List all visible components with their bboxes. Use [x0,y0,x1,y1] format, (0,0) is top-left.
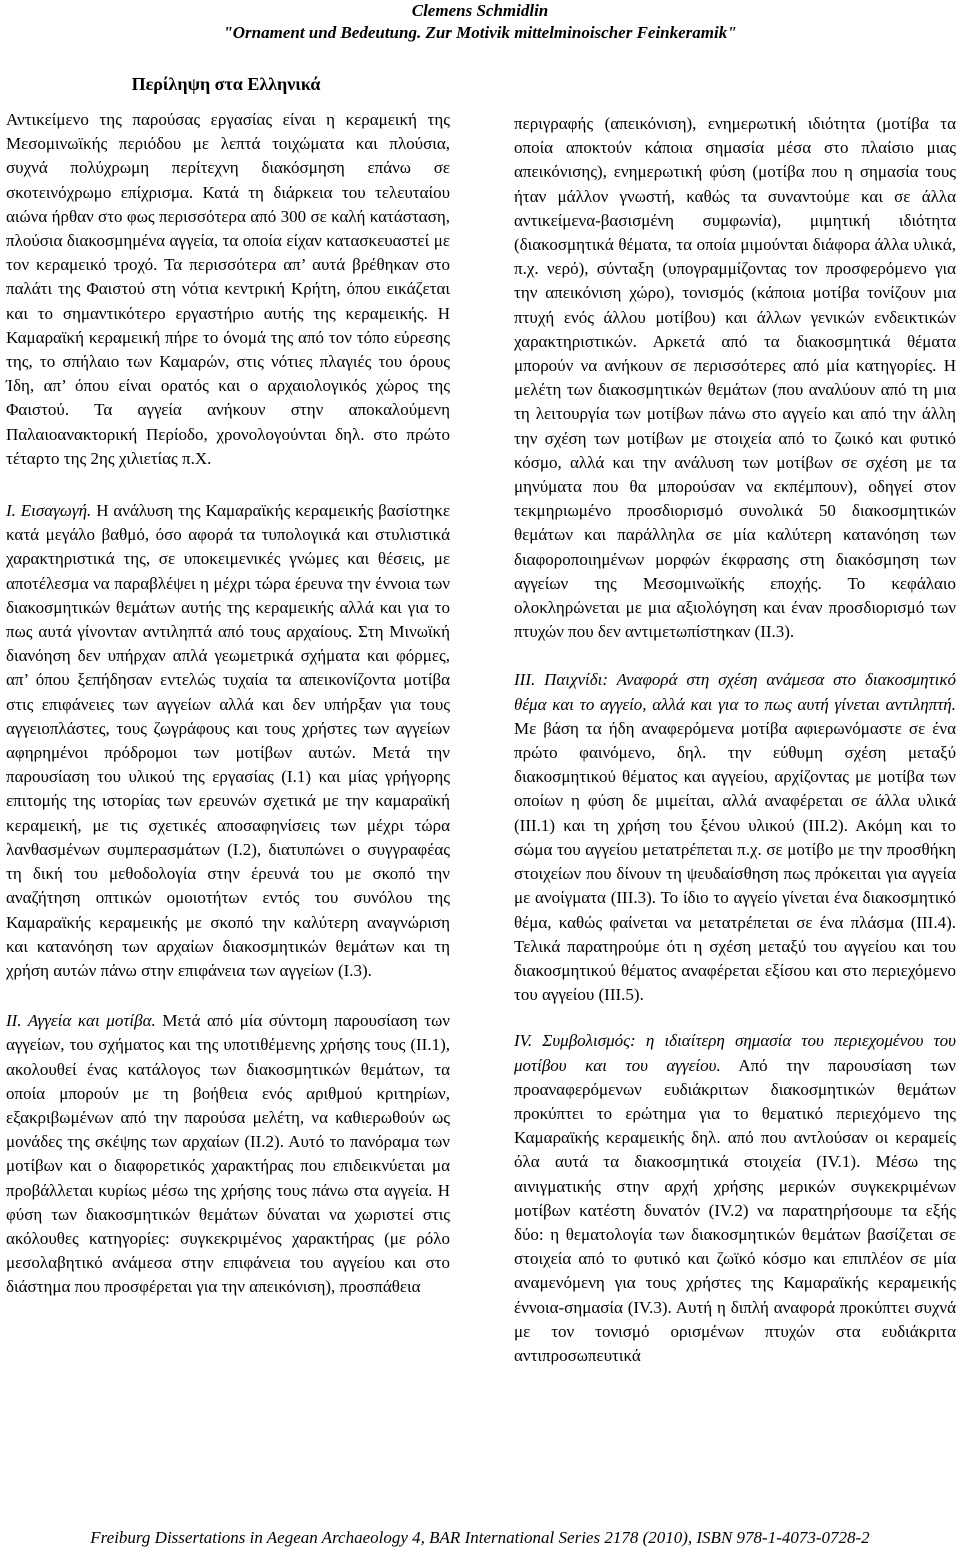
section-iii-heading: ΙΙΙ. Παιχνίδι: Αναφορά στη σχέση ανάμεσα στο διακοσμητικό θέμα και το αγγείο, αλλά και για το πως αυτή γίνεται αντιληπτή. [514,670,956,714]
section-iv-paragraph [514,1029,956,1368]
section-i-heading: Ι. Εισαγωγή. [6,501,92,521]
summary-paragraph: Αντικείμενο της παρούσας εργασίας είναι η κεραμεική της Μεσομινωϊκής περιόδου με λεπτά τοιχώματα και πλούσια, συχνά πολύχρωμη περίτεχνη διακόσμηση επάνω σε σκοτεινόχρωμο επίχρισμα. Κατά τη διάρκεια του τελευταίου αιώνα ήρθαν στο φως περισσότερα από 300 σε καλή κατάσταση, πλούσια διακοσμημένα αγγεία, τα οποία είχαν κατασκευαστεί με τον κεραμεικό τροχό. Τα περισσότερα απ’ αυτά βρέθηκαν στο παλάτι της Φαιστού στη νότια κεντρική Κρήτη, όπου εικάζεται και το σημαντικότερο εργαστήριο αυτής της κεραμεικής. Η Καμαραϊκή κεραμεική πήρε το όνομά της από τον τόπο εύρεσης της, το σπήλαιο των Καμαρών, στις νότιες πλαγιές του όρους Ίδη, απ’ όπου είναι ορατός και ο αρχαιολογικός χώρος της Φαιστού. Τα αγγεία ανήκουν στην αποκαλούμενη Παλαιοανακτορική Περίοδο, χρονολογούνται δηλ. στο πρώτο τέταρτο της 2ης χιλιετίας π.Χ. [6,110,450,468]
running-header [0,0,960,44]
section-iii-paragraph [514,668,956,1007]
section-i-text: Η ανάλυση της Καμαραϊκής κεραμεικής βασίστηκε κατά μεγάλο βαθμό, όσο αφορά τα τυπολογικά και στυλιστικά χαρακτηριστικά της, σε υποκειμενικές γνώμες και θέσεις, με αποτέλεσμα να παραβλέψει η μέχρι τώρα έρευνα την έννοια των διακοσμητικών θεμάτων αυτής της κεραμεικής αλλά και για το πως αυτά γίνονταν αντιληπτά από τους αρχαίους. Στη Μινωϊκή διανόηση δεν υπήρχαν απλά γεωμετρικά σχήματα και φόρμες, απ’ όπου ξεπήδησαν εντελώς τυχαία τα απεικονίζοντα μοτίβα στις επιφάνειες των αγγείων αλλά και δεν υπήρξαν για τους αγγειοπλάστες, τους ζωγράφους και τους χρήστες των αγγείων αφηρημένοι πρόδρομοι των μοτίβων αυτών. Μετά την παρουσίαση του υλικού της εργασίας (Ι.1) και μίας γρήγορης επιτομής της ιστορίας των ερευνών σχετικά με την καμαραϊκή κεραμεική, με τις σχετικές αποσαφηνίσεις των μέχρι τώρα λανθασμένων συμπερασμάτων (Ι.2), διατυπώνει ο συγγραφέας τη δική του μεθοδολογία στην έρευνά του με σκοπό την αναζήτηση οπτικών ομοιοτήτων εντός του συνόλου της Καμαραϊκής κεραμεικής με σκοπό την καλύτερη αναγνώριση και κατανόηση των αρχαίων διακοσμητικών θεμάτων και τη χρήση αυτών πάνω στην επιφάνεια των αγγείων (Ι.3). [6,501,451,980]
page-footer: Freiburg Dissertations in Aegean Archaeology 4, BAR International Series 2178 (2010), ISBN 978-1-4073-0728-2 [90,1528,870,1547]
section-iv-heading: IV. Συμβολισμός: η ιδιαίτερη σημασία του περιεχομένου του μοτίβου και του αγγείου. [514,1031,956,1075]
section-ii-paragraph [6,1009,450,1299]
header-author: Clemens Schmidlin [411,1,549,20]
left-column [6,108,450,1320]
summary-title: Περίληψη στα Ελληνικά [131,74,321,94]
section-i-paragraph [6,499,450,983]
section-iii-text: Με βάση τα ήδη αναφερόμενα μοτίβα αφιερωνόμαστε σε ένα πρώτο φαινόμενο, δηλ. την εύθυμη σχέση μεταξύ διακοσμητικού θέματος και αγγείου, αρχίζοντας με μοτίβα των οποίων η φύση δε μιμείται, αλλά αναφέρεται σε άλλα υλικά (ΙΙΙ.1) και τη χρήση του ξένου υλικού (ΙΙΙ.2). Ακόμη και το σώμα του αγγείου μετατρέπεται π.χ. σε μοτίβο με την προσθήκη στοιχείων που δίνουν τη ψευδαίσθηση πως πρόκειται για αγγεία με ανοίγματα (ΙΙΙ.3). Το ίδιο το αγγείο γίνεται ένα διακοσμητικό θέμα, καθώς φαίνεται να μετατρέπεται σε ένα πλάσμα (ΙΙΙ.4). Τελικά παρατηρούμε ότι η σχέση μεταξύ του αγγείου και του διακοσμητικού θέματος αναφέρεται εξίσου και στο περιεχόμενο του αγγείου (ΙΙΙ.5). [514,718,956,1005]
section-ii-text: Μετά από μία σύντομη παρουσίαση των αγγείων, του σχήματος και της υποτιθέμενης χρήσης τους (ΙΙ.1), ακολουθεί ένας κατάλογος των διακοσμητικών θεμάτων, τα οποία μπορούν με τη βοήθεια ενός αριθμού κριτηρίων, εξακριβωμένων από την παρούσα μελέτη, να καθιερωθούν ως μονάδες της σκέψης των αρχαίων (ΙΙ.2). Αυτό το πανόραμα των μοτίβων και ο διαφορετικός χαρακτήρας που επιδεικνύεται μα προβάλλεται κυρίως μέσω της χρήσης τους πάνω στα αγγεία. Η φύση των διακοσμητικών θεμάτων δύναται να χωριστεί στις ακόλουθες κατηγορίες: συγκεκριμένος χαρακτήρας (με ρόλο μεσολαβητικό ανάμεσα στην επιφάνεια του αγγείου και στο διάστημα που προσφέρεται για την απεικόνιση), προσπάθεια [6,1011,450,1297]
section-ii-heading: ΙΙ. Αγγεία και μοτίβα. [6,1011,156,1031]
continuation-paragraph: περιγραφής (απεικόνιση), ενημερωτική ιδιότητα (μοτίβα τα οποία αποκτούν κάποια σημασία μέσα στο πλαίσιο μιας απεικόνισης), ενημερωτική φύση (μοτίβα που η σημασία τους ήταν μάλλον γνωστή, καθώς τα συναντούμε και σε άλλα αντικείμενα-βασισμένη συμφωνία), μιμητική ιδιότητα (διακοσμητικά θέματα, τα οποία μιμούνται διάφορα άλλα υλικά, π.χ. νερό), σύνταξη (υπογραμμίζοντας τον προσφερόμενο για την απεικόνιση χώρο), τονισμός (κάποια μοτίβα τονίζουν μια πτυχή ενός άλλου μοτίβου) και άλλων γενικών ενδεικτικών χαρακτηριστικών. Αρκετά από τα διακοσμητικά θέματα μπορούν να ανήκουν σε περισσότερες από μία κατηγορίες. Η μελέτη των διακοσμητικών θεμάτων (που αναλύουν από τη μια τη λειτουργία των μοτίβων πάνω στο αγγείο και από την άλλη την σχέση των μοτίβων με στοιχεία από το ζωικό και φυτικό κόσμο, αλλά και την ανάλυση των μοτίβων σε σχέση με τα μηνύματα που θα μπορούσαν να εκπέμπουν), οδηγεί στον τεκμηριωμένο προσδιορισμό συνολικά 50 διακοσμητικών θεμάτων και παράλληλα σε μία καλύτερη κατανόηση των διαφοροποιημένων μορφών έκφρασης στη διακόσμηση των αγγείων της Μεσομινωϊκής εποχής. Το κεφάλαιο ολοκληρώνεται με μια αξιολόγηση και έναν προσδιορισμό των πτυχών που δεν αντιμετωπίστηκαν (ΙΙ.3). [514,114,956,642]
header-title: "Ornament und Bedeutung. Zur Motivik mittelminoischer Feinkeramik" [223,23,737,42]
right-column [514,108,956,1388]
section-iv-text: Από την παρουσίαση των προαναφερόμενων ευδιάκριτων διακοσμητικών θεμάτων προκύπτει το ερώτημα για το θεματικό περιεχόμενο της Καμαραϊκής κεραμεικής δηλ. από που αντλούσαν οι κεραμείς όλα αυτά τα διακοσμητικά στοιχεία (IV.1). Μέσω της αινιγματικής στην αρχή χρήσης μερικών συγκεκριμένων μοτίβων κατέστη δυνατόν (IV.2) να παρατηρήσουμε τα εξής δύο: η θεματολογία των διακοσμητικών θεμάτων βασίζεται σε στοιχεία από το φυτικό και ζωϊκό κόσμο και επιπλέον σε μία αναμενόμενη για τους χρήστες της Καμαραϊκής κεραμεικής έννοια-σημασία (IV.3). Αυτή η διπλή αναφορά προκύπτει συχνά με τον τονισμό ορισμένων πτυχών στα ευδιάκριτα αντιπροσωπευτικά [514,1055,956,1365]
